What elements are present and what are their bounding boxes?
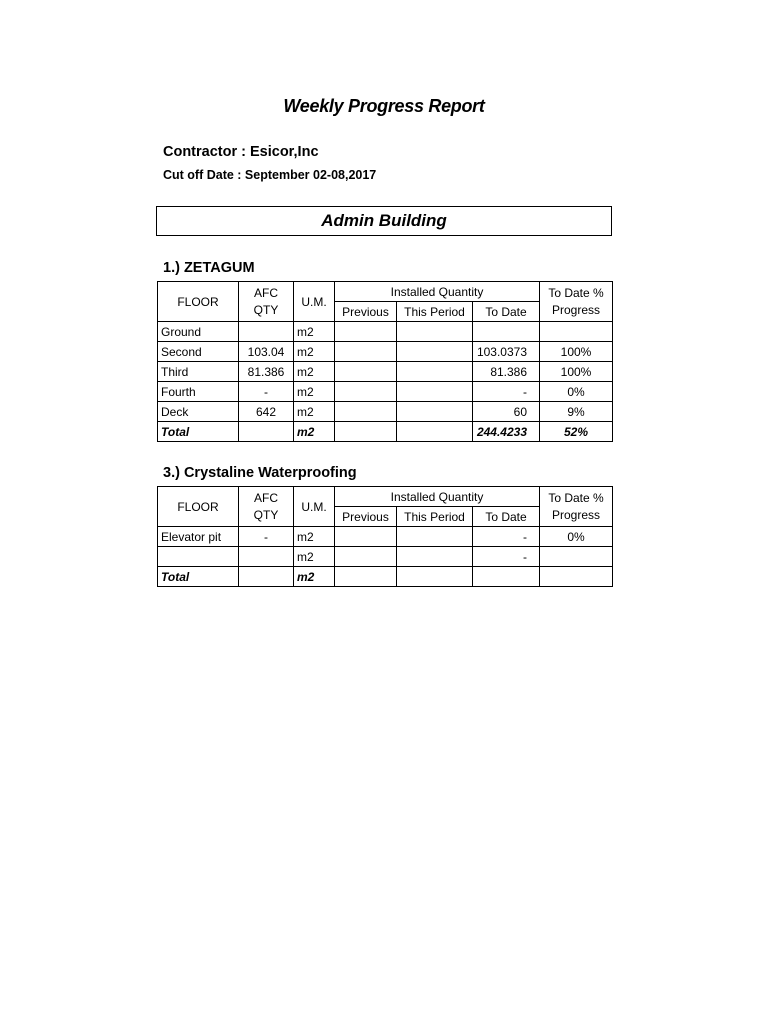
column-header-afc-line2: QTY	[253, 303, 279, 317]
table-total-row	[158, 422, 613, 442]
cell-um: m2	[294, 527, 335, 547]
cell-progress: 52%	[540, 422, 613, 442]
table-row	[158, 342, 613, 362]
cell-progress	[540, 567, 613, 587]
column-header-floor: FLOOR	[158, 487, 239, 527]
table-row	[158, 382, 613, 402]
column-header-this-period: This Period	[397, 302, 473, 322]
table-header-row	[158, 487, 613, 507]
column-header-afc-line1: AFC	[254, 286, 278, 300]
cell-floor: Total	[158, 422, 239, 442]
cell-floor: Elevator pit	[158, 527, 239, 547]
cell-to-date: -	[473, 547, 540, 567]
column-header-afc-line1: AFC	[254, 491, 278, 505]
column-header-um: U.M.	[294, 282, 335, 322]
cell-floor: Fourth	[158, 382, 239, 402]
section-title-zetagum: 1.) ZETAGUM	[163, 260, 255, 276]
cell-um: m2	[294, 382, 335, 402]
cell-previous	[335, 382, 397, 402]
column-header-to-date: To Date	[473, 302, 540, 322]
table-row	[158, 547, 613, 567]
column-header-this-period: This Period	[397, 507, 473, 527]
cell-floor: Deck	[158, 402, 239, 422]
column-header-afc-qty	[239, 487, 294, 527]
report-title: Weekly Progress Report	[283, 96, 485, 116]
cell-afc-qty: -	[239, 382, 294, 402]
column-header-installed-quantity: Installed Quantity	[335, 282, 540, 302]
column-header-progress-line1: To Date %	[548, 286, 604, 300]
cell-floor: Ground	[158, 322, 239, 342]
cell-to-date: 81.386	[473, 362, 540, 382]
cell-afc-qty: 103.04	[239, 342, 294, 362]
cell-progress	[540, 322, 613, 342]
column-header-previous: Previous	[335, 507, 397, 527]
column-header-installed-quantity: Installed Quantity	[335, 487, 540, 507]
cell-floor: Total	[158, 567, 239, 587]
cell-progress: 100%	[540, 342, 613, 362]
column-header-afc-qty	[239, 282, 294, 322]
column-header-progress	[540, 487, 613, 527]
cell-floor: Third	[158, 362, 239, 382]
cell-to-date: 103.0373	[473, 342, 540, 362]
cell-this-period	[397, 567, 473, 587]
cell-um: m2	[294, 402, 335, 422]
column-header-um: U.M.	[294, 487, 335, 527]
cell-this-period	[397, 362, 473, 382]
table-row	[158, 322, 613, 342]
cell-to-date	[473, 322, 540, 342]
cell-this-period	[397, 527, 473, 547]
cell-to-date: -	[473, 527, 540, 547]
progress-table-zetagum	[157, 281, 613, 442]
cell-previous	[335, 402, 397, 422]
column-header-progress-line2: Progress	[552, 508, 601, 522]
section-title-crystaline-waterproofing: 3.) Crystaline Waterproofing	[163, 465, 357, 481]
cell-progress: 100%	[540, 362, 613, 382]
cell-this-period	[397, 322, 473, 342]
table-row	[158, 402, 613, 422]
cell-floor	[158, 547, 239, 567]
cell-to-date: -	[473, 382, 540, 402]
cell-afc-qty	[239, 567, 294, 587]
cell-previous	[335, 322, 397, 342]
cell-afc-qty: 81.386	[239, 362, 294, 382]
building-title: Admin Building	[321, 211, 447, 230]
column-header-afc-line2: QTY	[253, 508, 279, 522]
cell-floor: Second	[158, 342, 239, 362]
column-header-progress-line2: Progress	[552, 303, 601, 317]
column-header-progress-line1: To Date %	[548, 491, 604, 505]
table-row	[158, 527, 613, 547]
cell-um: m2	[294, 362, 335, 382]
table-row	[158, 362, 613, 382]
cell-afc-qty	[239, 322, 294, 342]
cell-previous	[335, 422, 397, 442]
cell-previous	[335, 527, 397, 547]
contractor-label: Contractor : Esicor,Inc	[163, 144, 319, 160]
cell-afc-qty	[239, 422, 294, 442]
cell-progress	[540, 547, 613, 567]
cell-this-period	[397, 342, 473, 362]
cell-this-period	[397, 547, 473, 567]
cell-um: m2	[294, 342, 335, 362]
cell-progress: 9%	[540, 402, 613, 422]
cell-previous	[335, 547, 397, 567]
cell-um: m2	[294, 322, 335, 342]
cell-afc-qty: -	[239, 527, 294, 547]
cell-to-date	[473, 567, 540, 587]
table-header-row	[158, 282, 613, 302]
cell-um: m2	[294, 547, 335, 567]
cell-previous	[335, 362, 397, 382]
column-header-floor: FLOOR	[158, 282, 239, 322]
table-total-row	[158, 567, 613, 587]
cutoff-date-label: Cut off Date : September 02-08,2017	[163, 168, 377, 182]
building-title-box	[156, 206, 612, 236]
cell-previous	[335, 567, 397, 587]
column-header-to-date: To Date	[473, 507, 540, 527]
column-header-progress	[540, 282, 613, 322]
cell-afc-qty: 642	[239, 402, 294, 422]
cell-afc-qty	[239, 547, 294, 567]
cell-previous	[335, 342, 397, 362]
cell-um: m2	[294, 567, 335, 587]
column-header-previous: Previous	[335, 302, 397, 322]
cell-this-period	[397, 402, 473, 422]
cell-progress: 0%	[540, 527, 613, 547]
cell-progress: 0%	[540, 382, 613, 402]
cell-to-date: 244.4233	[473, 422, 540, 442]
cell-this-period	[397, 422, 473, 442]
progress-table-crystaline-waterproofing	[157, 486, 613, 587]
cell-to-date: 60	[473, 402, 540, 422]
cell-um: m2	[294, 422, 335, 442]
cell-this-period	[397, 382, 473, 402]
